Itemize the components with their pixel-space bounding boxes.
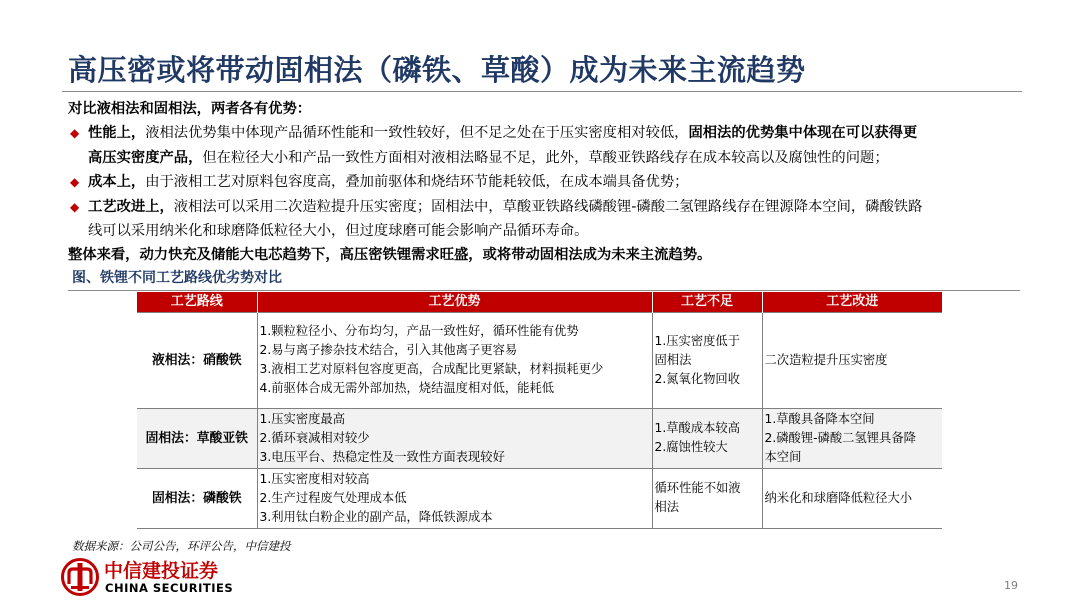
bullet-bold-text: 固相法的优势集中体现在可以获得更 [688, 125, 918, 142]
advantage-item: 1.压实密度最高 [259, 411, 346, 426]
disadvantages-cell [652, 468, 762, 528]
advantage-item: 3.电压平台、热稳定性及一致性方面表现较好 [259, 449, 505, 464]
advantage-item: 3.液相工艺对原料包容度更高，合成配比更紧缺，材料损耗更少 [259, 362, 604, 376]
bullet-bold-text: 高压实密度产品， [88, 149, 203, 166]
diamond-bullet-icon: ◆ [70, 199, 80, 214]
bullet-process-improvement [68, 195, 1020, 244]
header-advantages: 工艺优势 [257, 292, 652, 312]
advantages-cell [257, 468, 652, 528]
advantage-item: 4.前驱体合成无需外部加热，烧结温度相对低，能耗低 [259, 381, 555, 395]
figure-title: 图、铁锂不同工艺路线优劣势对比 [68, 267, 1020, 291]
title-divider [62, 91, 1022, 92]
disadvantage-item: 固相法 [654, 352, 692, 367]
bullet-text: 但在粒径大小和产品一致性方面相对液相法略显不足，此外，草酸亚铁路线存在成本较高以及腐蚀性的问题； [202, 149, 889, 166]
comparison-table [137, 292, 942, 529]
disadvantage-item: 1.草酸成本较高 [654, 421, 741, 435]
body-text [68, 97, 1020, 268]
table-row [137, 408, 942, 468]
disadvantage-item: 循环性能不如液 [654, 481, 741, 495]
page-number: 19 [1004, 579, 1018, 592]
advantage-item: 2.循环衰减相对较少 [259, 430, 370, 445]
bullet-performance [68, 121, 1020, 170]
table-row [137, 468, 942, 528]
logo-company-name: 中信建投证券 [104, 560, 219, 582]
advantage-item: 2.易与离子掺杂技术结合，引入其他离子更容易 [259, 343, 518, 357]
disadvantages-cell [652, 408, 762, 468]
disadvantage-item: 相法 [654, 500, 680, 514]
advantage-item: 3.利用钛白粉企业的副产品，降低铁源成本 [259, 509, 493, 524]
bullet-lead: 性能上， [88, 125, 146, 142]
improvement-item: 2.磷酸锂-磷酸二氢锂具备降 [764, 430, 916, 445]
table-row [137, 312, 942, 408]
disadvantage-item: 2.腐蚀性较大 [654, 440, 728, 454]
advantage-item: 2.生产过程废气处理成本低 [259, 490, 407, 505]
logo-company-name-en: CHINA SECURITIES [105, 581, 234, 595]
route-cell: 固相法：磷酸铁 [137, 468, 257, 528]
slide-title: 高压密或将带动固相法（磷铁、草酸）成为未来主流趋势 [68, 53, 806, 87]
header-route: 工艺路线 [137, 292, 257, 312]
disadvantage-item: 1.压实密度低于 [654, 333, 741, 348]
route-cell: 固相法：草酸亚铁 [137, 408, 257, 468]
company-logo [60, 555, 300, 599]
improvement-item: 二次造粒提升压实密度 [764, 352, 888, 367]
diamond-bullet-icon: ◆ [70, 175, 80, 190]
bullet-text: 由于液相工艺对原料包容度高，叠加前驱体和烧结环节能耗较低，在成本端具备优势； [145, 174, 689, 191]
bullet-text: 线可以采用纳米化和球磨降低粒径大小，但过度球磨可能会影响产品循环寿命。 [88, 223, 589, 240]
improvement-item: 纳米化和球磨降低粒径大小 [764, 490, 913, 505]
advantages-cell [257, 408, 652, 468]
improvement-item: 本空间 [764, 449, 802, 464]
disadvantages-cell [652, 312, 762, 408]
intro-line: 对比液相法和固相法，两者各有优势： [68, 101, 312, 117]
header-disadvantages: 工艺不足 [652, 292, 762, 312]
header-improvements: 工艺改进 [762, 292, 942, 312]
improvements-cell [762, 312, 942, 408]
bullet-lead: 工艺改进上， [88, 198, 174, 215]
improvements-cell [762, 468, 942, 528]
table-header-row [137, 292, 942, 312]
advantage-item: 1.压实密度相对较高 [259, 471, 370, 486]
bullet-text: 液相法优势集中体现产品循环性能和一致性较好，但不足之处在于压实密度相对较低， [145, 125, 689, 142]
data-source-note: 数据来源：公司公告，环评公告，中信建投 [72, 539, 291, 553]
improvements-cell [762, 408, 942, 468]
bullet-cost [68, 170, 1020, 194]
advantage-item: 1.颗粒粒径小、分布均匀，产品一致性好，循环性能有优势 [259, 324, 579, 338]
citic-logo-icon [60, 557, 100, 597]
disadvantage-item: 2.氮氧化物回收 [654, 371, 741, 386]
diamond-bullet-icon: ◆ [70, 126, 80, 141]
advantages-cell [257, 312, 652, 408]
bullet-lead: 成本上， [88, 174, 146, 191]
route-cell: 液相法：硝酸铁 [137, 312, 257, 408]
conclusion-line: 整体来看，动力快充及储能大电芯趋势下，高压密铁锂需求旺盛，或将带动固相法成为未来主流趋势。 [68, 247, 712, 264]
bullet-text: 液相法可以采用二次造粒提升压实密度；固相法中，草酸亚铁路线磷酸锂-磷酸二氢锂路线存在锂源降本空间，磷酸铁路 [173, 198, 923, 215]
improvement-item: 1.草酸具备降本空间 [764, 411, 875, 426]
